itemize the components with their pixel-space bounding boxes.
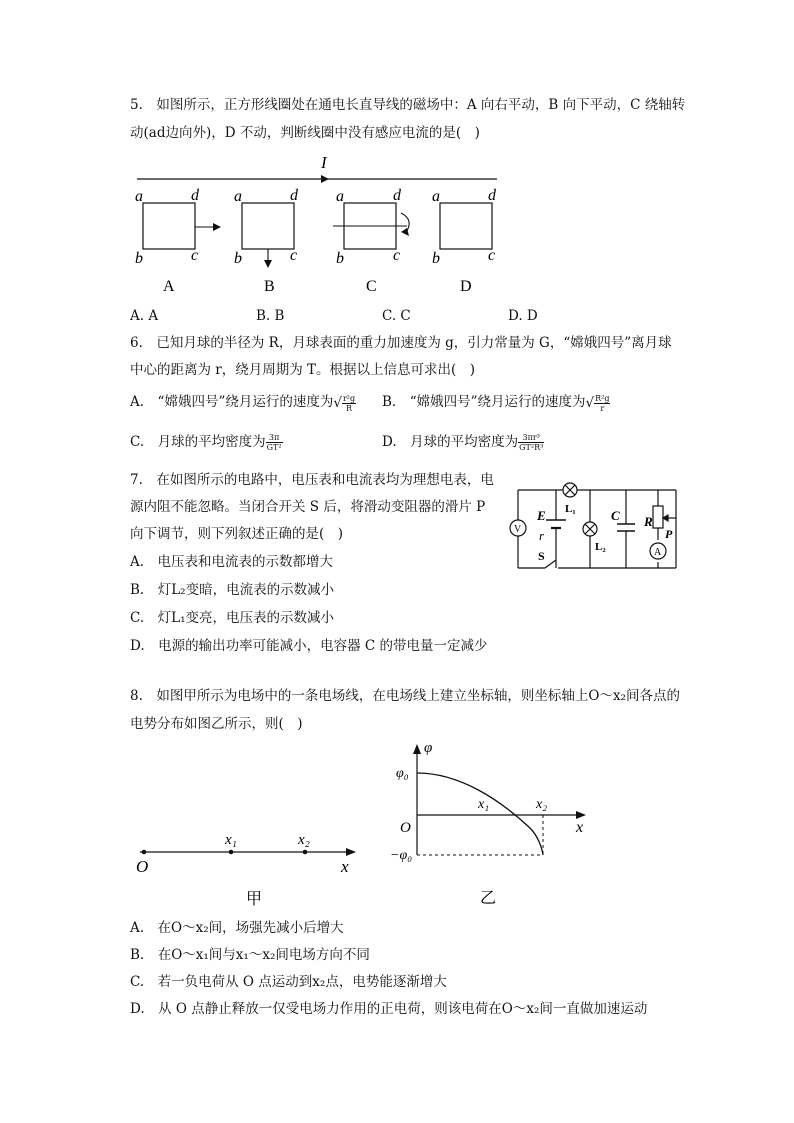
coil-b [242, 203, 294, 249]
svg-text:c: c [290, 247, 298, 264]
coil-a [143, 203, 195, 249]
svg-text:乙: 乙 [480, 890, 497, 907]
svg-text:a: a [135, 188, 143, 205]
svg-text:B: B [264, 278, 275, 295]
svg-text:C: C [366, 278, 377, 295]
potential-curve [417, 773, 543, 855]
q7-circuit-figure [508, 478, 688, 574]
svg-text:c: c [393, 247, 401, 264]
svg-text:d: d [488, 187, 496, 204]
svg-text:x: x [341, 857, 349, 876]
q7-option-c: C. 灯L₁变亮，电压表的示数减小 [130, 610, 335, 626]
q7-stem-line3: 向下调节，则下列叙述正确的是( ) [130, 526, 344, 542]
q5-option-c: C. C [382, 308, 411, 324]
svg-text:x₂: x₂ [298, 832, 310, 848]
q8-stem-line1: 8. 如图甲所示为电场中的一条电场线，在电场线上建立坐标轴，则坐标轴上O～x₂间各点的 [130, 688, 680, 704]
axis-arrow-icon [346, 848, 356, 856]
svg-text:x: x [576, 819, 584, 836]
q5-figure [125, 150, 510, 300]
svg-text:a: a [336, 188, 344, 205]
current-label: I [321, 153, 327, 172]
q7-option-a: A. 电压表和电流表的示数都增大 [130, 554, 334, 570]
q6-option-a: A. “嫦娥四号”绕月运行的速度为√ $\frac{\text{r²g}}{R}$ [130, 393, 356, 413]
svg-text:c: c [488, 247, 496, 264]
q8-figure-yi [390, 740, 600, 910]
svg-text:L₁: L₁ [565, 503, 576, 515]
q8-option-b: B. 在O～x₁间与x₁～x₂间电场方向不同 [130, 947, 370, 963]
svg-text:r: r [539, 528, 545, 543]
q6-stem-line1: 6. 已知月球的半径为 R，月球表面的重力加速度为 g，引力常量为 G，“嫦娥四号”离月球 [130, 335, 672, 351]
q6-stem-line2: 中心的距离为 r，绕月周期为 T。根据以上信息可求出( ) [130, 362, 476, 378]
svg-text:d: d [393, 187, 401, 204]
svg-text:φ₀: φ₀ [396, 766, 409, 781]
svg-text:d: d [191, 187, 199, 204]
y-axis-arrow-icon [413, 744, 421, 754]
arrow-right-icon [213, 223, 221, 231]
q6-option-b: B. “嫦娥四号”绕月运行的速度为√ $\frac{\text{R²g}}{r}$ [382, 393, 610, 413]
arrow-down-icon [264, 260, 272, 268]
svg-text:甲: 甲 [246, 891, 263, 908]
q7-option-d: D. 电源的输出功率可能减小，电容器 C 的带电量一定减少 [130, 638, 488, 654]
svg-text:x₁: x₁ [478, 797, 490, 812]
q5-option-a: A. A [130, 308, 159, 324]
svg-text:a: a [432, 188, 440, 205]
svg-text:R: R [644, 514, 653, 529]
svg-text:C: C [611, 508, 620, 523]
q6-option-c: C. 月球的平均密度为 $\frac{3\pi}{\text{GT²}}$ [130, 433, 282, 452]
svg-text:O: O [136, 857, 149, 876]
svg-text:x₂: x₂ [536, 797, 548, 812]
q8-stem-line2: 电势分布如图乙所示，则( ) [130, 716, 303, 732]
svg-text:A: A [163, 278, 175, 295]
svg-text:b: b [234, 250, 242, 267]
svg-text:O: O [400, 820, 411, 836]
q5-stem-line1: 5. 如图所示，正方形线圈处在通电长直导线的磁场中：A 向右平动，B 向下平动，C 绕轴转 [130, 97, 686, 113]
q8-option-a: A. 在O～x₂间，场强先减小后增大 [130, 920, 344, 936]
svg-text:V: V [514, 524, 522, 535]
q7-stem-line2: 源内阻不能忽略。当闭合开关 S 后，将滑动变阻器的滑片 P [130, 499, 486, 515]
svg-text:d: d [290, 187, 298, 204]
svg-text:x₁: x₁ [225, 832, 237, 848]
q8-option-c: C. 若一负电荷从 O 点运动到x₂点，电势能逐渐增大 [130, 974, 447, 990]
q6-option-d: D. 月球的平均密度为 $\frac{\text{3πr³}}{\text{GT²R³}}$ [382, 433, 544, 452]
q8-option-d: D. 从 O 点静止释放一仅受电场力作用的正电荷，则该电荷在O～x₂间一直做加速运动 [130, 1001, 648, 1017]
q7-stem-line1: 7. 在如图所示的电路中，电压表和电流表均为理想电表，电 [130, 472, 494, 488]
svg-text:L₂: L₂ [595, 541, 606, 553]
svg-text:c: c [191, 247, 199, 264]
q5-option-b: B. B [256, 308, 285, 324]
svg-text:S: S [538, 549, 545, 563]
q5-option-d: D. D [508, 308, 538, 324]
svg-text:b: b [336, 250, 344, 267]
svg-text:a: a [234, 188, 242, 205]
svg-text:D: D [460, 278, 472, 295]
svg-text:P: P [665, 527, 673, 541]
q5-stem-line2: 动(ad边向外)，D 不动，判断线圈中没有感应电流的是( ) [130, 125, 480, 141]
q8-figure-jia [128, 820, 368, 915]
svg-text:−φ₀: −φ₀ [390, 848, 413, 863]
svg-text:φ: φ [424, 740, 433, 756]
q7-option-b: B. 灯L₂变暗，电流表的示数减小 [130, 582, 335, 598]
svg-text:E: E [537, 508, 546, 523]
svg-text:b: b [432, 250, 440, 267]
coil-d [440, 203, 492, 249]
svg-text:A: A [654, 547, 662, 558]
svg-text:b: b [135, 250, 143, 267]
x-axis-arrow-icon [576, 811, 586, 819]
